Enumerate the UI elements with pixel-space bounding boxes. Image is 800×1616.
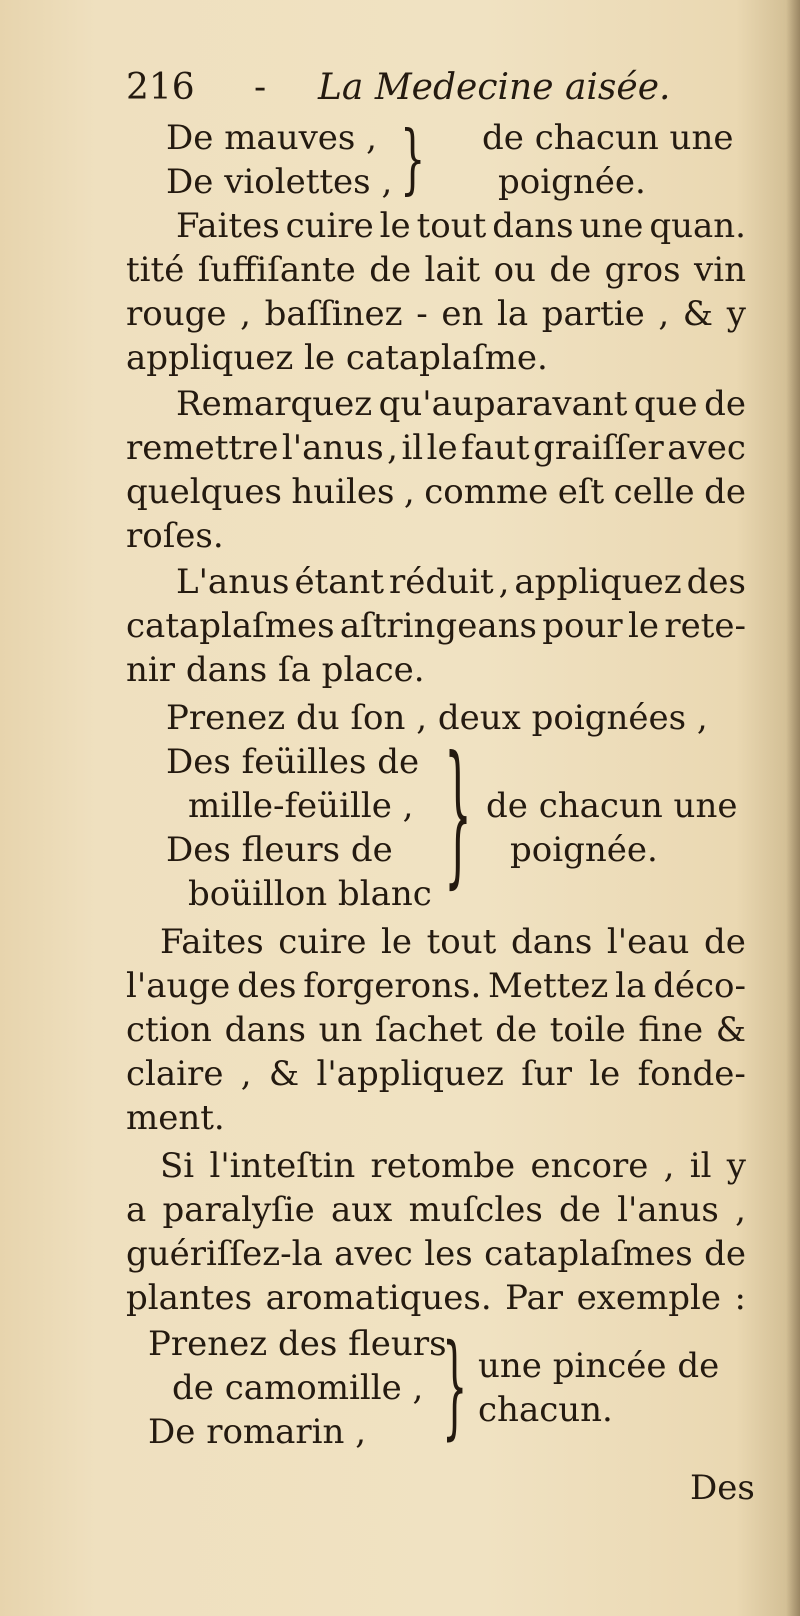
text-line: remettre l'anus , il le faut graiſſer avec	[126, 428, 746, 468]
ingredient-feuilles: Des feüilles de	[166, 742, 420, 782]
text-line: tité ſuffiſante de lait ou de gros vin	[126, 250, 746, 290]
brace-icon: }	[442, 1323, 468, 1452]
recipe-intro: Prenez du ſon , deux poignées ,	[166, 698, 708, 738]
quantity-line-1: de chacun une	[482, 118, 734, 158]
quantity-line-2: poignée.	[498, 162, 646, 202]
paragraph-intestin	[126, 1144, 746, 1320]
page-text	[126, 66, 755, 1510]
text-line: nir dans ſa place.	[126, 650, 425, 690]
ingredient-mauves: De mauves ,	[166, 118, 377, 158]
text-line: claire , & l'appliquez ſur le fonde-	[126, 1054, 746, 1094]
text-line: quelques huiles , comme eſt celle de	[126, 472, 746, 512]
ingredient-fleurs-camomille: Prenez des fleurs	[148, 1324, 447, 1364]
text-line: cataplaſmes aſtringeans pour le rete-	[126, 606, 746, 646]
text-line: Faites cuire le tout dans une quan.	[176, 206, 746, 246]
running-header	[126, 66, 746, 116]
text-line: plantes aromatiques. Par exemple :	[126, 1278, 746, 1318]
text-line: Si l'inteſtin retombe encore , il y	[160, 1146, 746, 1186]
brace-icon: }	[400, 116, 426, 204]
text-line: appliquez le cataplaſme.	[126, 338, 548, 378]
text-line: a paralyſie aux muſcles de l'anus ,	[126, 1190, 746, 1230]
catchword-line	[126, 1466, 755, 1510]
running-title: La Medecine aisée.	[318, 67, 671, 108]
quantity-line-1: une pincée de	[478, 1346, 720, 1386]
paragraph-cuire-lait	[126, 204, 746, 380]
brace-icon: }	[444, 726, 472, 905]
text-line: ction dans un ſachet de toile fine &	[126, 1010, 746, 1050]
ingredient-mille-feuille: mille-feüille ,	[188, 786, 414, 826]
quantity-line-2: poignée.	[510, 830, 658, 870]
quantity-line-2: chacun.	[478, 1390, 613, 1430]
text-line: guériſſez-la avec les cataplaſmes de	[126, 1234, 746, 1274]
text-line: ment.	[126, 1098, 225, 1138]
text-line: rouge , baſſinez - en la partie , & y	[126, 294, 746, 334]
ingredient-camomille: de camomille ,	[172, 1368, 424, 1408]
ingredient-bouillon-blanc: boüillon blanc	[188, 874, 432, 914]
paragraph-auge-forgerons	[126, 920, 746, 1140]
text-line: Faites cuire le tout dans l'eau de	[160, 922, 746, 962]
paragraph-remarquez	[126, 382, 746, 558]
ingredient-violettes: De violettes ,	[166, 162, 393, 202]
quantity-line-1: de chacun une	[486, 786, 738, 826]
text-line: L'anus étant réduit , appliquez des	[176, 562, 746, 602]
page-number: 216	[126, 67, 195, 108]
ingredient-fleurs: Des fleurs de	[166, 830, 393, 870]
text-line: roſes.	[126, 516, 224, 556]
page-edge-shadow	[786, 0, 800, 1616]
paragraph-anus-reduit	[126, 560, 746, 692]
ingredient-romarin: De romarin ,	[148, 1412, 367, 1452]
catchword: Des	[690, 1468, 755, 1508]
recipe-son	[126, 696, 746, 916]
text-line: Remarquez qu'auparavant que de	[176, 384, 746, 424]
recipe-camomille	[126, 1322, 746, 1454]
header-dash: -	[254, 67, 267, 108]
text-line: l'auge des forgerons. Mettez la déco-	[126, 966, 746, 1006]
recipe-mauves	[126, 116, 746, 204]
